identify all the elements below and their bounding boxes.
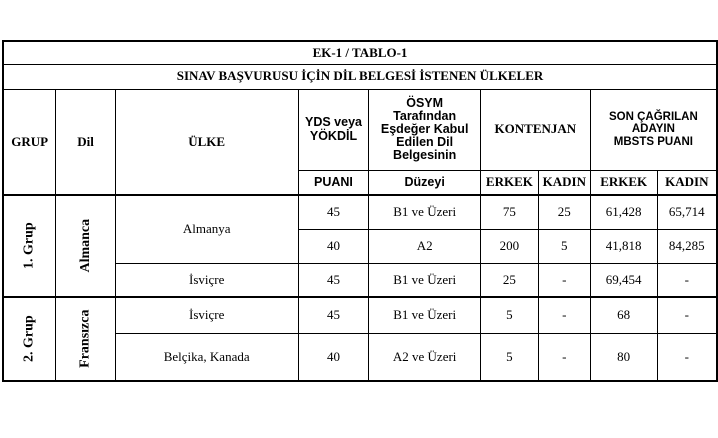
group-cell [3,297,56,381]
last-score-male-cell: 61,428 [590,195,657,229]
table-row [3,195,717,229]
last-score-male-cell: 68 [590,297,657,333]
group-cell [3,195,56,297]
quota-male-cell: 25 [480,263,538,297]
header-son-line2: ADAYIN [631,123,675,136]
level-cell: A2 [369,229,481,263]
quota-female-cell: - [538,263,590,297]
quota-female-cell: - [538,297,590,333]
language-label: Fransızca [77,309,93,369]
score-cell: 40 [298,229,369,263]
last-score-male-cell: 69,454 [590,263,657,297]
country-language-table [2,40,718,382]
level-cell: B1 ve Üzeri [369,195,481,229]
header-son-line1: SON ÇAĞRILAN [608,111,698,124]
last-score-female-cell: - [657,333,717,381]
header-erkek: ERKEK [480,170,538,195]
last-score-female-cell: - [657,297,717,333]
group-label: 1. Grup [22,222,38,270]
country-cell: Belçika, Kanada [115,333,298,381]
language-cell [56,195,115,297]
header-osym-line1: ÖSYM [406,95,444,110]
level-cell: B1 ve Üzeri [369,263,481,297]
last-score-male-cell: 80 [590,333,657,381]
header-grup: GRUP [3,89,56,195]
quota-female-cell: 5 [538,229,590,263]
country-cell: İsviçre [115,263,298,297]
header-yds [298,89,369,170]
header-osym-line5: Belgesinin [393,148,457,163]
header-osym [369,89,481,170]
quota-female-cell: - [538,333,590,381]
table-row [3,297,717,333]
last-score-female-cell: - [657,263,717,297]
quota-male-cell: 5 [480,333,538,381]
country-cell: Almanya [115,195,298,263]
header-kadin: KADIN [538,170,590,195]
table-title: EK-1 / TABLO-1 [3,41,717,64]
last-score-female-cell: 84,285 [657,229,717,263]
header-son-line3: MBSTS PUANI [613,135,693,148]
language-label: Almanca [77,219,93,273]
score-cell: 40 [298,333,369,381]
score-cell: 45 [298,195,369,229]
quota-male-cell: 200 [480,229,538,263]
header-duzeyi: Düzeyi [369,170,481,195]
header-osym-line3: Eşdeğer Kabul [380,121,469,136]
language-cell [56,297,115,381]
header-yds-line2: YÖKDİL [309,128,358,143]
quota-female-cell: 25 [538,195,590,229]
header-son-erkek: ERKEK [590,170,657,195]
header-kontenjan: KONTENJAN [480,89,590,170]
quota-male-cell: 5 [480,297,538,333]
score-cell: 45 [298,263,369,297]
header-dil: Dil [56,89,115,195]
level-cell: B1 ve Üzeri [369,297,481,333]
header-yds-line1: YDS veya [304,115,362,130]
score-cell: 45 [298,297,369,333]
header-puani: PUANI [298,170,369,195]
header-ulke: ÜLKE [115,89,298,195]
level-cell: A2 ve Üzeri [369,333,481,381]
table-subtitle: SINAV BAŞVURUSU İÇİN DİL BELGESİ İSTENEN ÜLKELER [3,64,717,89]
quota-male-cell: 75 [480,195,538,229]
header-osym-line4: Edilen Dil [396,135,454,150]
header-son-cagrilan [590,89,717,170]
last-score-female-cell: 65,714 [657,195,717,229]
header-osym-line2: Tarafından [393,108,457,123]
group-label: 2. Grup [22,315,38,363]
country-cell: İsviçre [115,297,298,333]
header-son-kadin: KADIN [657,170,717,195]
last-score-male-cell: 41,818 [590,229,657,263]
